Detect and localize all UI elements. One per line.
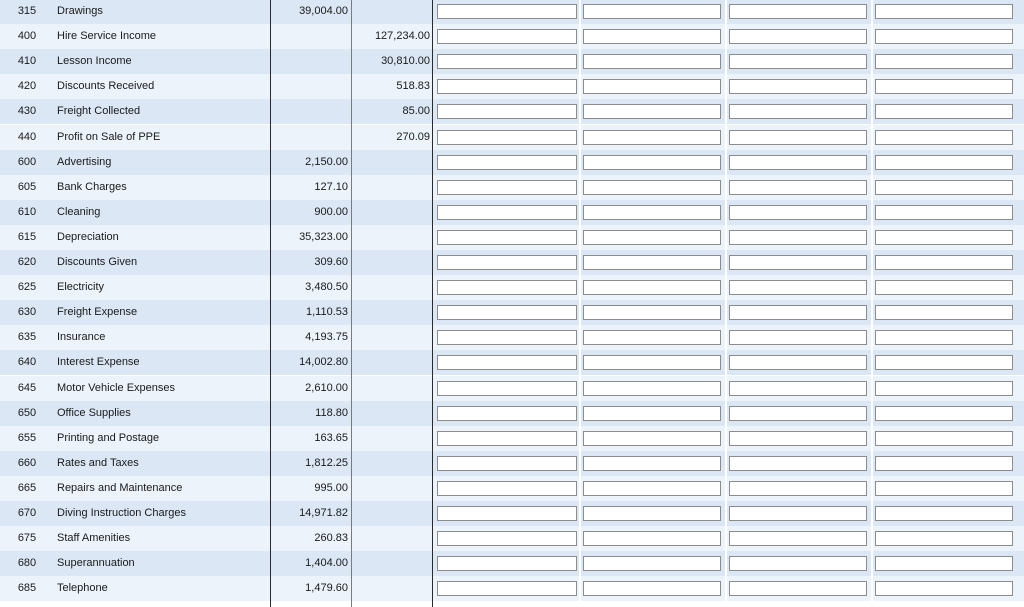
answer-input-col-3[interactable] [729, 531, 867, 546]
answer-input-col-4[interactable] [875, 431, 1013, 446]
column-divider [270, 0, 271, 607]
credit-amount [352, 376, 430, 401]
answer-input-col-3[interactable] [729, 355, 867, 370]
debit-amount: 3,480.50 [305, 281, 348, 293]
account-code: 685 [17, 582, 37, 594]
credit-amount [352, 325, 430, 350]
credit-amount [352, 551, 430, 576]
debit-amount: 4,193.75 [305, 331, 348, 343]
answer-input-col-4[interactable] [875, 255, 1013, 270]
answer-input-col-3[interactable] [729, 556, 867, 571]
answer-input-col-4[interactable] [875, 104, 1013, 119]
credit-amount: 127,234.00 [374, 30, 430, 42]
answer-input-col-1[interactable] [437, 54, 577, 69]
answer-input-col-2[interactable] [583, 180, 721, 195]
answer-input-col-2[interactable] [583, 431, 721, 446]
answer-input-col-1[interactable] [437, 355, 577, 370]
answer-input-col-2[interactable] [583, 205, 721, 220]
debit-amount: 1,812.25 [305, 457, 348, 469]
debit-amount: 127.10 [314, 181, 348, 193]
account-code: 420 [17, 80, 37, 92]
answer-input-col-4[interactable] [875, 481, 1013, 496]
credit-amount [352, 225, 430, 250]
answer-input-col-2[interactable] [583, 54, 721, 69]
credit-amount [352, 250, 430, 275]
account-name: Repairs and Maintenance [57, 482, 183, 494]
account-name: Drawings [57, 5, 103, 17]
debit-amount: 1,110.53 [305, 306, 348, 318]
debit-amount: 14,002.80 [299, 356, 348, 368]
account-name: Bank Charges [57, 181, 127, 193]
credit-amount [352, 526, 430, 551]
debit-amount: 1,404.00 [305, 557, 348, 569]
column-divider [351, 0, 352, 607]
account-code: 615 [17, 231, 37, 243]
answer-input-col-2[interactable] [583, 104, 721, 119]
column-divider [725, 0, 727, 607]
answer-input-col-2[interactable] [583, 79, 721, 94]
account-code: 640 [17, 356, 37, 368]
answer-input-col-2[interactable] [583, 556, 721, 571]
credit-amount: 270.09 [396, 131, 430, 143]
credit-amount [352, 576, 430, 601]
answer-input-col-3[interactable] [729, 180, 867, 195]
debit-amount: 118.80 [315, 407, 348, 419]
answer-input-col-3[interactable] [729, 481, 867, 496]
answer-input-col-4[interactable] [875, 280, 1013, 295]
credit-amount [352, 401, 430, 426]
answer-input-col-1[interactable] [437, 305, 577, 320]
answer-input-col-4[interactable] [875, 406, 1013, 421]
answer-input-col-1[interactable] [437, 330, 577, 345]
credit-amount [352, 300, 430, 325]
answer-input-col-1[interactable] [437, 230, 577, 245]
answer-input-col-3[interactable] [729, 104, 867, 119]
credit-amount: 30,810.00 [381, 55, 430, 67]
answer-input-col-1[interactable] [437, 205, 577, 220]
account-name: Superannuation [57, 557, 135, 569]
answer-input-col-2[interactable] [583, 280, 721, 295]
answer-input-col-2[interactable] [583, 230, 721, 245]
answer-input-col-4[interactable] [875, 581, 1013, 596]
answer-input-col-3[interactable] [729, 305, 867, 320]
account-name: Freight Collected [57, 105, 141, 117]
answer-input-col-1[interactable] [437, 130, 577, 145]
account-code: 605 [17, 181, 37, 193]
answer-input-col-3[interactable] [729, 506, 867, 521]
answer-input-col-3[interactable] [729, 79, 867, 94]
debit-amount: 2,610.00 [305, 382, 348, 394]
debit-amount: 2,150.00 [305, 156, 348, 168]
debit-amount: 995.00 [314, 482, 348, 494]
answer-input-col-1[interactable] [437, 79, 577, 94]
debit-amount: 900.00 [314, 206, 348, 218]
account-name: Cleaning [57, 206, 101, 218]
account-code: 430 [17, 105, 37, 117]
account-name: Diving Instruction Charges [57, 507, 187, 519]
debit-amount: 163.65 [314, 432, 348, 444]
answer-input-col-4[interactable] [875, 155, 1013, 170]
answer-input-col-4[interactable] [875, 531, 1013, 546]
account-code: 400 [17, 30, 37, 42]
answer-input-col-2[interactable] [583, 305, 721, 320]
account-code: 645 [17, 382, 37, 394]
answer-input-col-3[interactable] [729, 381, 867, 396]
answer-input-col-1[interactable] [437, 155, 577, 170]
answer-input-col-4[interactable] [875, 456, 1013, 471]
answer-input-col-3[interactable] [729, 29, 867, 44]
account-name: Discounts Received [57, 80, 155, 92]
answer-input-col-3[interactable] [729, 456, 867, 471]
answer-input-col-2[interactable] [583, 4, 721, 19]
account-name: Telephone [57, 582, 108, 594]
account-name: Rates and Taxes [57, 457, 139, 469]
account-name: Insurance [57, 331, 106, 343]
debit-amount [271, 74, 348, 99]
answer-input-col-4[interactable] [875, 330, 1013, 345]
debit-amount [271, 99, 348, 124]
account-name: Freight Expense [57, 306, 138, 318]
account-code: 620 [17, 256, 37, 268]
account-code: 410 [17, 55, 37, 67]
account-name: Hire Service Income [57, 30, 157, 42]
answer-input-col-1[interactable] [437, 506, 577, 521]
answer-input-col-1[interactable] [437, 531, 577, 546]
account-code: 600 [17, 156, 37, 168]
answer-input-col-1[interactable] [437, 406, 577, 421]
account-code: 315 [17, 5, 37, 17]
answer-input-col-1[interactable] [437, 180, 577, 195]
answer-input-col-2[interactable] [583, 130, 721, 145]
answer-input-col-2[interactable] [583, 481, 721, 496]
credit-amount: 518.83 [396, 80, 430, 92]
debit-amount: 39,004.00 [299, 5, 348, 17]
answer-input-col-4[interactable] [875, 230, 1013, 245]
answer-input-col-2[interactable] [583, 581, 721, 596]
column-divider [871, 0, 873, 607]
answer-input-col-1[interactable] [437, 4, 577, 19]
account-code: 655 [17, 432, 37, 444]
answer-input-col-2[interactable] [583, 531, 721, 546]
answer-input-col-4[interactable] [875, 54, 1013, 69]
answer-input-col-3[interactable] [729, 581, 867, 596]
account-name: Printing and Postage [57, 432, 160, 444]
debit-amount: 260.83 [314, 532, 348, 544]
answer-input-col-3[interactable] [729, 54, 867, 69]
account-code: 440 [17, 131, 37, 143]
answer-input-col-3[interactable] [729, 330, 867, 345]
account-code: 610 [17, 206, 37, 218]
debit-amount: 309.60 [314, 256, 348, 268]
answer-input-col-4[interactable] [875, 4, 1013, 19]
credit-amount [352, 0, 430, 24]
answer-input-col-3[interactable] [729, 130, 867, 145]
credit-amount [352, 175, 430, 200]
debit-amount: 35,323.00 [299, 231, 348, 243]
answer-input-col-1[interactable] [437, 381, 577, 396]
account-code: 635 [17, 331, 37, 343]
column-divider [432, 0, 433, 607]
credit-amount [352, 476, 430, 501]
answer-input-col-2[interactable] [583, 506, 721, 521]
debit-amount [271, 49, 348, 74]
answer-input-col-1[interactable] [437, 556, 577, 571]
account-name: Electricity [57, 281, 105, 293]
account-code: 675 [17, 532, 37, 544]
answer-input-col-3[interactable] [729, 205, 867, 220]
account-code: 650 [17, 407, 37, 419]
account-code: 630 [17, 306, 37, 318]
answer-input-col-2[interactable] [583, 456, 721, 471]
answer-input-col-1[interactable] [437, 255, 577, 270]
answer-input-col-3[interactable] [729, 155, 867, 170]
answer-input-col-4[interactable] [875, 180, 1013, 195]
answer-input-col-1[interactable] [437, 280, 577, 295]
answer-input-col-4[interactable] [875, 29, 1013, 44]
answer-input-col-4[interactable] [875, 205, 1013, 220]
answer-input-col-2[interactable] [583, 381, 721, 396]
answer-input-col-4[interactable] [875, 506, 1013, 521]
account-name: Staff Amenities [57, 532, 131, 544]
answer-input-col-3[interactable] [729, 255, 867, 270]
answer-input-col-1[interactable] [437, 29, 577, 44]
credit-amount [352, 150, 430, 175]
answer-input-col-4[interactable] [875, 305, 1013, 320]
answer-input-col-3[interactable] [729, 4, 867, 19]
account-code: 670 [17, 507, 37, 519]
answer-input-col-3[interactable] [729, 230, 867, 245]
answer-input-col-4[interactable] [875, 355, 1013, 370]
answer-input-col-4[interactable] [875, 381, 1013, 396]
account-code: 680 [17, 557, 37, 569]
answer-input-col-3[interactable] [729, 431, 867, 446]
account-code: 660 [17, 457, 37, 469]
debit-amount: 1,479.60 [305, 582, 348, 594]
answer-input-col-3[interactable] [729, 406, 867, 421]
account-name: Office Supplies [57, 407, 131, 419]
answer-input-col-2[interactable] [583, 406, 721, 421]
answer-input-col-1[interactable] [437, 104, 577, 119]
debit-amount [271, 24, 348, 49]
column-divider [579, 0, 581, 607]
account-name: Advertising [57, 156, 112, 168]
account-name: Lesson Income [57, 55, 132, 67]
answer-input-col-3[interactable] [729, 280, 867, 295]
debit-amount [271, 125, 348, 150]
credit-amount [352, 350, 430, 375]
credit-amount [352, 501, 430, 526]
answer-input-col-1[interactable] [437, 431, 577, 446]
credit-amount [352, 200, 430, 225]
credit-amount [352, 426, 430, 451]
answer-input-col-4[interactable] [875, 79, 1013, 94]
answer-input-col-2[interactable] [583, 330, 721, 345]
credit-amount [352, 451, 430, 476]
answer-input-col-1[interactable] [437, 481, 577, 496]
account-code: 625 [17, 281, 37, 293]
answer-input-col-1[interactable] [437, 581, 577, 596]
credit-amount: 85.00 [402, 105, 430, 117]
account-name: Discounts Given [57, 256, 138, 268]
answer-input-col-2[interactable] [583, 155, 721, 170]
account-name: Motor Vehicle Expenses [57, 382, 176, 394]
answer-input-col-2[interactable] [583, 255, 721, 270]
answer-input-col-1[interactable] [437, 456, 577, 471]
credit-amount [352, 275, 430, 300]
account-name: Depreciation [57, 231, 119, 243]
account-name: Interest Expense [57, 356, 140, 368]
debit-amount: 14,971.82 [299, 507, 348, 519]
answer-input-col-2[interactable] [583, 355, 721, 370]
answer-input-col-4[interactable] [875, 556, 1013, 571]
account-code: 665 [17, 482, 37, 494]
answer-input-col-2[interactable] [583, 29, 721, 44]
answer-input-col-4[interactable] [875, 130, 1013, 145]
account-name: Profit on Sale of PPE [57, 131, 161, 143]
